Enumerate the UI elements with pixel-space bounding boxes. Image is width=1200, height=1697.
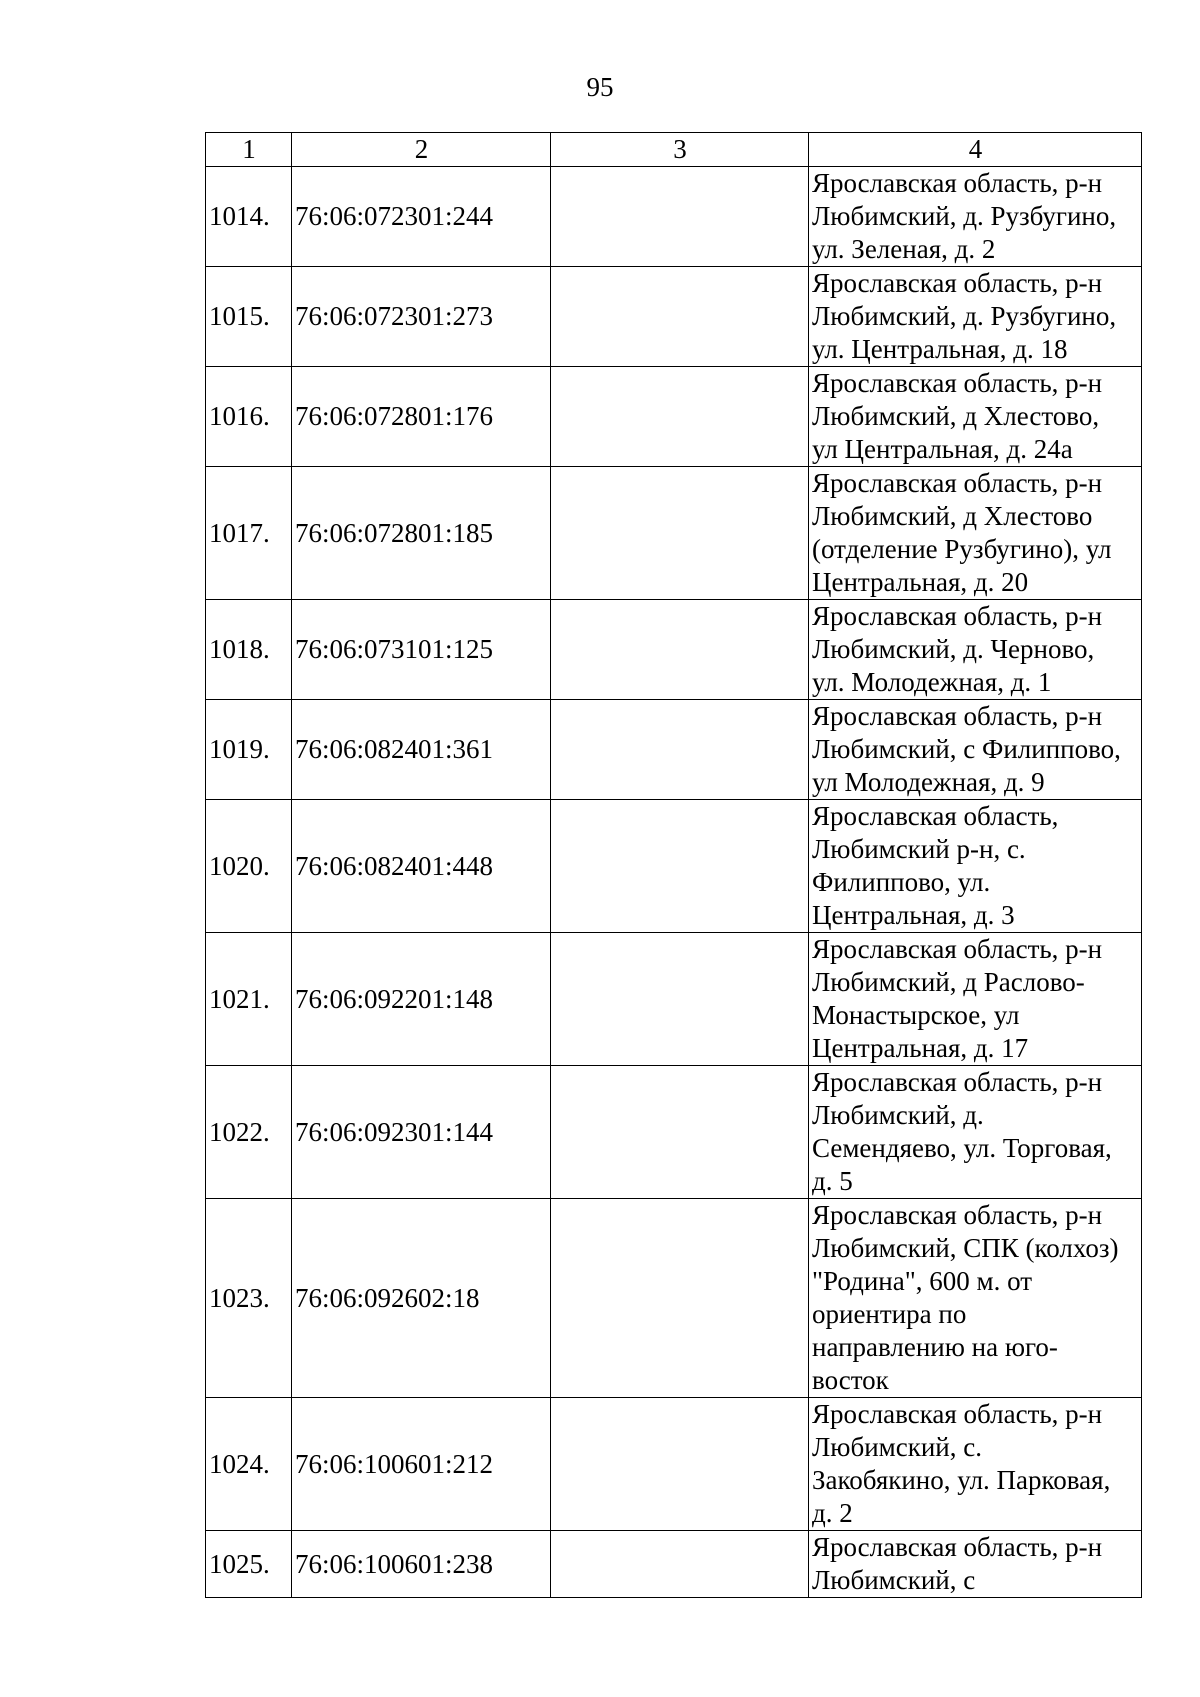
column-header-4: 4 [809, 133, 1142, 167]
column-header-2: 2 [292, 133, 551, 167]
table-row [206, 800, 1142, 933]
cadastral-number-cell: 76:06:072801:185 [292, 467, 551, 600]
table-body [206, 167, 1142, 1598]
table-row [206, 600, 1142, 700]
cadastral-number-cell: 76:06:092201:148 [292, 933, 551, 1066]
column-3-cell [551, 1066, 809, 1199]
address-line: Любимский, с. [812, 1432, 982, 1462]
address-line: Ярославская область, р-н [812, 1399, 1103, 1429]
column-3-cell [551, 367, 809, 467]
cadastral-number-cell: 76:06:082401:361 [292, 700, 551, 800]
address-cell [809, 800, 1142, 933]
cadastral-number-cell: 76:06:092602:18 [292, 1199, 551, 1398]
address-cell [809, 1066, 1142, 1199]
table-row [206, 367, 1142, 467]
table-row [206, 467, 1142, 600]
row-number-cell: 1019. [206, 700, 292, 800]
address-line: ул. Зеленая, д. 2 [812, 234, 996, 264]
address-line: Ярославская область, р-н [812, 1532, 1103, 1562]
column-header-1: 1 [206, 133, 292, 167]
address-line: Ярославская область, р-н [812, 168, 1103, 198]
column-3-cell [551, 933, 809, 1066]
row-number-cell: 1022. [206, 1066, 292, 1199]
address-line: Любимский р-н, с. [812, 834, 1026, 864]
column-3-cell [551, 1531, 809, 1598]
table-row [206, 1199, 1142, 1398]
row-number-cell: 1018. [206, 600, 292, 700]
column-3-cell [551, 600, 809, 700]
address-line: ул Центральная, д. 24а [812, 434, 1073, 464]
address-line: Центральная, д. 17 [812, 1033, 1029, 1063]
address-line: восток [812, 1365, 889, 1395]
address-cell [809, 1199, 1142, 1398]
table-row [206, 1531, 1142, 1598]
column-header-3: 3 [551, 133, 809, 167]
address-cell [809, 933, 1142, 1066]
address-line: Семендяево, ул. Торговая, [812, 1133, 1112, 1163]
address-line: Любимский, д Хлестово [812, 501, 1093, 531]
column-3-cell [551, 1199, 809, 1398]
address-line: "Родина", 600 м. от [812, 1266, 1033, 1296]
row-number-cell: 1023. [206, 1199, 292, 1398]
cadastral-number-cell: 76:06:100601:212 [292, 1398, 551, 1531]
table-row [206, 267, 1142, 367]
cadastral-number-cell: 76:06:072301:273 [292, 267, 551, 367]
address-cell [809, 700, 1142, 800]
row-number-cell: 1025. [206, 1531, 292, 1598]
address-line: Ярославская область, р-н [812, 468, 1103, 498]
address-line: Филиппово, ул. [812, 867, 991, 897]
table-header-row [206, 133, 1142, 167]
page-number: 95 [586, 72, 614, 102]
table-row [206, 700, 1142, 800]
column-3-cell [551, 167, 809, 267]
address-line: Любимский, д. Черново, [812, 634, 1095, 664]
address-line: Любимский, д Раслово- [812, 967, 1085, 997]
table-row [206, 933, 1142, 1066]
column-3-cell [551, 267, 809, 367]
address-cell [809, 1531, 1142, 1598]
row-number-cell: 1014. [206, 167, 292, 267]
address-line: Любимский, с Филиппово, [812, 734, 1121, 764]
address-line: ул. Центральная, д. 18 [812, 334, 1068, 364]
address-line: Ярославская область, р-н [812, 701, 1103, 731]
cadastral-number-cell: 76:06:073101:125 [292, 600, 551, 700]
address-line: Любимский, д. [812, 1100, 984, 1130]
address-line: д. 2 [812, 1498, 853, 1528]
row-number-cell: 1021. [206, 933, 292, 1066]
address-line: Любимский, д Хлестово, [812, 401, 1100, 431]
address-line: Ярославская область, р-н [812, 601, 1103, 631]
address-line: Любимский, д. Рузбугино, [812, 301, 1117, 331]
address-cell [809, 267, 1142, 367]
table-row [206, 1398, 1142, 1531]
row-number-cell: 1017. [206, 467, 292, 600]
address-line: Монастырское, ул [812, 1000, 1020, 1030]
address-cell [809, 467, 1142, 600]
table-row [206, 1066, 1142, 1199]
column-3-cell [551, 467, 809, 600]
column-3-cell [551, 1398, 809, 1531]
address-line: Любимский, СПК (колхоз) [812, 1233, 1119, 1263]
address-line: Любимский, с [812, 1565, 976, 1595]
cadastral-number-cell: 76:06:082401:448 [292, 800, 551, 933]
table-row [206, 167, 1142, 267]
address-line: д. 5 [812, 1166, 853, 1196]
row-number-cell: 1020. [206, 800, 292, 933]
registry-table [205, 132, 1142, 1598]
cadastral-number-cell: 76:06:072801:176 [292, 367, 551, 467]
address-line: Ярославская область, р-н [812, 368, 1103, 398]
address-line: Ярославская область, р-н [812, 1067, 1103, 1097]
column-3-cell [551, 800, 809, 933]
address-line: Закобякино, ул. Парковая, [812, 1465, 1111, 1495]
row-number-cell: 1016. [206, 367, 292, 467]
row-number-cell: 1015. [206, 267, 292, 367]
cadastral-number-cell: 76:06:072301:244 [292, 167, 551, 267]
address-line: Ярославская область, [812, 801, 1059, 831]
address-line: (отделение Рузбугино), ул [812, 534, 1112, 564]
address-line: Центральная, д. 3 [812, 900, 1015, 930]
address-cell [809, 600, 1142, 700]
address-line: Любимский, д. Рузбугино, [812, 201, 1117, 231]
address-line: Центральная, д. 20 [812, 567, 1029, 597]
cadastral-number-cell: 76:06:092301:144 [292, 1066, 551, 1199]
address-cell [809, 167, 1142, 267]
address-cell [809, 1398, 1142, 1531]
row-number-cell: 1024. [206, 1398, 292, 1531]
address-line: Ярославская область, р-н [812, 1200, 1103, 1230]
address-line: ул Молодежная, д. 9 [812, 767, 1045, 797]
address-cell [809, 367, 1142, 467]
address-line: направлению на юго- [812, 1332, 1058, 1362]
cadastral-number-cell: 76:06:100601:238 [292, 1531, 551, 1598]
address-line: ул. Молодежная, д. 1 [812, 667, 1052, 697]
column-3-cell [551, 700, 809, 800]
address-line: Ярославская область, р-н [812, 268, 1103, 298]
address-line: Ярославская область, р-н [812, 934, 1103, 964]
address-line: ориентира по [812, 1299, 967, 1329]
